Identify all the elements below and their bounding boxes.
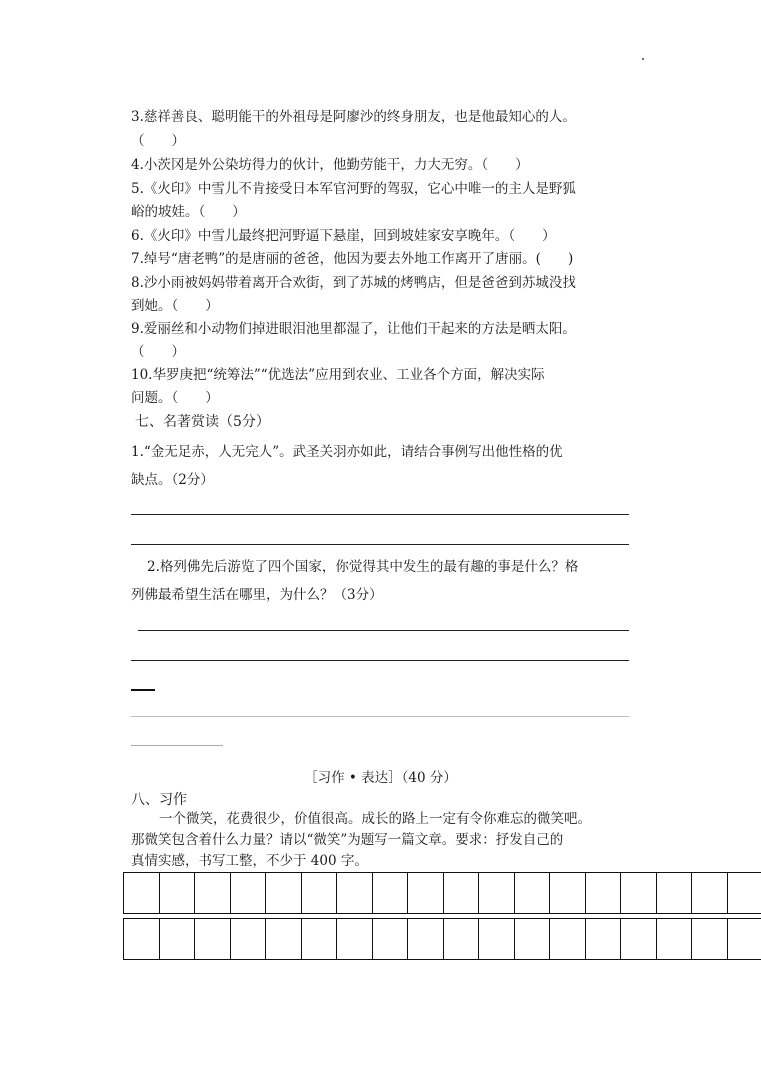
grid-cell[interactable]	[692, 919, 728, 959]
section-7-q2-line-2: 列佛最希望生活在哪里，为什么？（3分）	[131, 587, 383, 603]
grid-cell[interactable]	[657, 873, 693, 913]
section-7-q1-line-1: 1.“金无足赤，人无完人”。武圣关羽亦如此，请结合事例写出他性格的优	[131, 444, 563, 460]
question-5-line-1: 5.《火印》中雪儿不肯接受日本军官河野的驾驭，它心中唯一的主人是野狐	[131, 181, 576, 197]
writing-prompt-line-1: 一个微笑，花费很少，价值很高。成长的路上一定有令你难忘的微笑吧。	[159, 811, 591, 827]
grid-cell[interactable]	[444, 873, 480, 913]
section-7-heading: 七、名著赏读（5分）	[135, 414, 270, 430]
grid-cell[interactable]	[408, 919, 444, 959]
grid-cell[interactable]	[160, 873, 196, 913]
grid-cell[interactable]	[479, 873, 515, 913]
grid-cell[interactable]	[621, 873, 657, 913]
question-9-answer: （ ）	[131, 344, 185, 360]
question-10-line-1: 10.华罗庚把“统筹法”“优选法”应用到农业、工业各个方面，解决实际	[131, 367, 545, 383]
answer-line	[131, 544, 629, 545]
page-dot	[642, 58, 644, 60]
grid-cell[interactable]	[337, 873, 373, 913]
grid-cell[interactable]	[586, 919, 622, 959]
question-3-line-1: 3.慈祥善良、聪明能干的外祖母是阿廖沙的终身朋友，也是他最知心的人。	[131, 109, 576, 125]
grid-cell[interactable]	[692, 873, 728, 913]
grid-cell[interactable]	[195, 919, 231, 959]
grid-cell[interactable]	[124, 873, 160, 913]
grid-cell[interactable]	[231, 873, 267, 913]
grid-cell[interactable]	[515, 873, 551, 913]
grid-cell[interactable]	[621, 919, 657, 959]
grid-cell[interactable]	[373, 919, 409, 959]
grid-cell[interactable]	[408, 873, 444, 913]
grid-cell[interactable]	[444, 919, 480, 959]
question-8-line-2: 到她。（ ）	[131, 298, 219, 314]
writing-prompt-line-3: 真情实感，书写工整，不少于 400 字。	[131, 853, 368, 869]
question-8-line-1: 8.沙小雨被妈妈带着离开合欢街，到了苏城的烤鸭店，但是爸爸到苏城没找	[131, 275, 576, 291]
grid-cell[interactable]	[586, 873, 622, 913]
grid-cell[interactable]	[337, 919, 373, 959]
question-3-answer: （ ）	[131, 133, 185, 149]
grid-cell[interactable]	[373, 873, 409, 913]
grid-cell[interactable]	[728, 919, 761, 959]
grid-cell[interactable]	[266, 873, 302, 913]
answer-line	[138, 630, 629, 631]
grid-cell[interactable]	[195, 873, 231, 913]
writing-prompt-line-2: 那微笑包含着什么力量？请以“微笑”为题写一篇文章。要求：抒发自己的	[131, 832, 564, 848]
section-7-q2-line-1: 2.格列佛先后游览了四个国家，你觉得其中发生的最有趣的事是什么？格	[147, 559, 579, 575]
question-10-line-2: 问题。（ ）	[131, 390, 219, 406]
grid-cell[interactable]	[657, 919, 693, 959]
writing-grid-row[interactable]	[123, 918, 761, 960]
answer-line	[131, 514, 629, 515]
question-4: 4.小茨冈是外公染坊得力的伙计，他勤劳能干，力大无穷。（ ）	[131, 157, 529, 173]
grid-cell[interactable]	[515, 919, 551, 959]
writing-section-title: ［习作 • 表达］（40 分）	[304, 770, 457, 786]
section-7-q1-line-2: 缺点。（2分）	[131, 472, 214, 488]
question-5-line-2: 峪的坡娃。（ ）	[131, 204, 246, 220]
answer-line-short	[131, 689, 155, 691]
grid-cell[interactable]	[728, 873, 761, 913]
grid-cell[interactable]	[302, 919, 338, 959]
writing-grid-row[interactable]	[123, 872, 761, 914]
grid-cell[interactable]	[124, 919, 160, 959]
section-8-heading: 八、习作	[131, 792, 187, 808]
grid-cell[interactable]	[479, 919, 515, 959]
answer-line-faint	[131, 716, 629, 717]
answer-line	[131, 660, 629, 661]
grid-cell[interactable]	[302, 873, 338, 913]
grid-cell[interactable]	[160, 919, 196, 959]
question-6: 6.《火印》中雪儿最终把河野逼下悬崖，回到坡娃家安享晚年。（ ）	[131, 228, 556, 244]
grid-cell[interactable]	[266, 919, 302, 959]
grid-cell[interactable]	[550, 873, 586, 913]
grid-cell[interactable]	[550, 919, 586, 959]
question-9-line-1: 9.爱丽丝和小动物们掉进眼泪池里都湿了，让他们干起来的方法是晒太阳。	[131, 321, 576, 337]
question-7: 7.绰号“唐老鸭”的是唐丽的爸爸，他因为要去外地工作离开了唐丽。( )	[131, 251, 574, 267]
answer-line-faint-short	[131, 745, 223, 746]
grid-cell[interactable]	[231, 919, 267, 959]
